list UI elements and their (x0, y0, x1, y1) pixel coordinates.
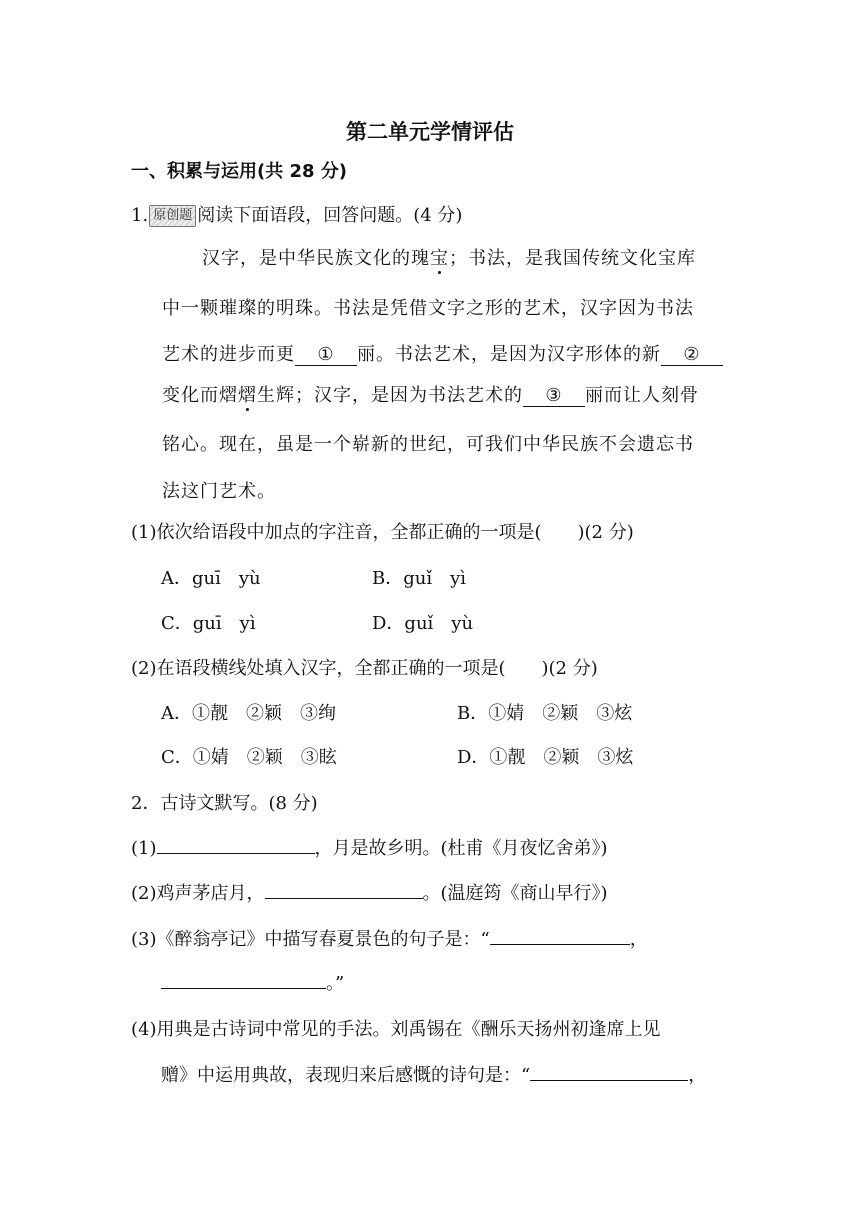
poem-line-1 (131, 837, 608, 861)
option-a: A．①靓 ②颖 ③绚 (161, 703, 336, 724)
passage-line-6: 法这门艺术。 (162, 481, 276, 502)
poem-text: ， (629, 929, 648, 950)
original-question-badge: 原创题 (149, 205, 196, 227)
passage-text: ；书法，是我国传统文化宝库 (449, 248, 696, 269)
question-2-stem: 2．古诗文默写。(8 分) (131, 793, 318, 814)
passage-text: 丽。书法艺术，是因为汉字形体的新 (357, 344, 661, 365)
subquestion-2-stem: (2)在语段横线处填入汉字，全都正确的一项是( )(2 分) (131, 658, 598, 679)
answer-blank (530, 1080, 688, 1081)
passage-text: 丽而让人刻骨 (585, 385, 699, 406)
question-text: 阅读下面语段，回答问题。(4 分) (197, 205, 463, 226)
poem-text: (3)《醉翁亭记》中描写春夏景色的句子是：“ (131, 929, 490, 950)
poem-text: 。” (326, 973, 345, 994)
poem-line-4: (4)用典是古诗词中常见的手法。刘禹锡在《酬乐天扬州初逢席上见 (131, 1019, 661, 1040)
answer-blank (161, 988, 326, 989)
poem-line-2 (131, 882, 608, 906)
poem-text: 赠》中运用典故，表现归来后感慨的诗句是：“ (161, 1065, 531, 1086)
poem-line-4-cont (161, 1064, 706, 1088)
answer-blank (490, 944, 630, 945)
dotted-char: 宝 (430, 248, 449, 269)
poem-text: ， (688, 1065, 707, 1086)
section-heading: 一、积累与运用(共 28 分) (131, 161, 348, 182)
passage-text: 汉字，是中华民族文化的瑰 (202, 248, 430, 269)
option-d: D．guǐ yù (372, 613, 474, 634)
page-title: 第二单元学情评估 (346, 120, 514, 144)
poem-line-3-cont (161, 972, 344, 996)
passage-text: 艺术的进步而更 (162, 344, 295, 365)
question-number: 1. (131, 205, 149, 226)
option-a: A．guī yù (161, 568, 261, 589)
option-c: C．①婧 ②颖 ③眩 (161, 747, 337, 768)
fill-blank-2: ② (661, 345, 723, 366)
option-d: D．①靓 ②颖 ③炫 (457, 747, 634, 768)
passage-line-4 (162, 384, 699, 408)
passage-line-1 (202, 247, 696, 271)
fill-blank-1: ① (295, 345, 357, 366)
answer-blank (265, 898, 423, 899)
subquestion-1-stem: (1)依次给语段中加点的字注音，全都正确的一项是( )(2 分) (131, 522, 634, 543)
passage-line-5: 铭心。现在，虽是一个崭新的世纪，可我们中华民族不会遗忘书 (162, 434, 694, 455)
item-number: (1) (131, 838, 157, 859)
poem-line-3 (131, 928, 648, 952)
option-c: C．guī yì (161, 613, 256, 634)
passage-text: 生辉；汉字，是因为书法艺术的 (257, 385, 523, 406)
dotted-char: 熠 (238, 385, 257, 406)
passage-line-2: 中一颗璀璨的明珠。书法是凭借文字之形的艺术，汉字因为书法 (162, 298, 694, 319)
option-b: B．guǐ yì (372, 568, 467, 589)
poem-text: (2)鸡声茅店月， (131, 883, 265, 904)
option-b: B．①婧 ②颖 ③炫 (457, 703, 633, 724)
passage-line-3 (162, 343, 723, 367)
poem-text: ，月是故乡明。(杜甫《月夜忆舍弟》) (314, 838, 608, 859)
poem-text: 。(温庭筠《商山早行》) (422, 883, 608, 904)
fill-blank-3: ③ (523, 386, 585, 407)
question-1-stem (131, 204, 462, 228)
answer-blank (157, 853, 315, 854)
passage-text: 变化而熠 (162, 385, 238, 406)
